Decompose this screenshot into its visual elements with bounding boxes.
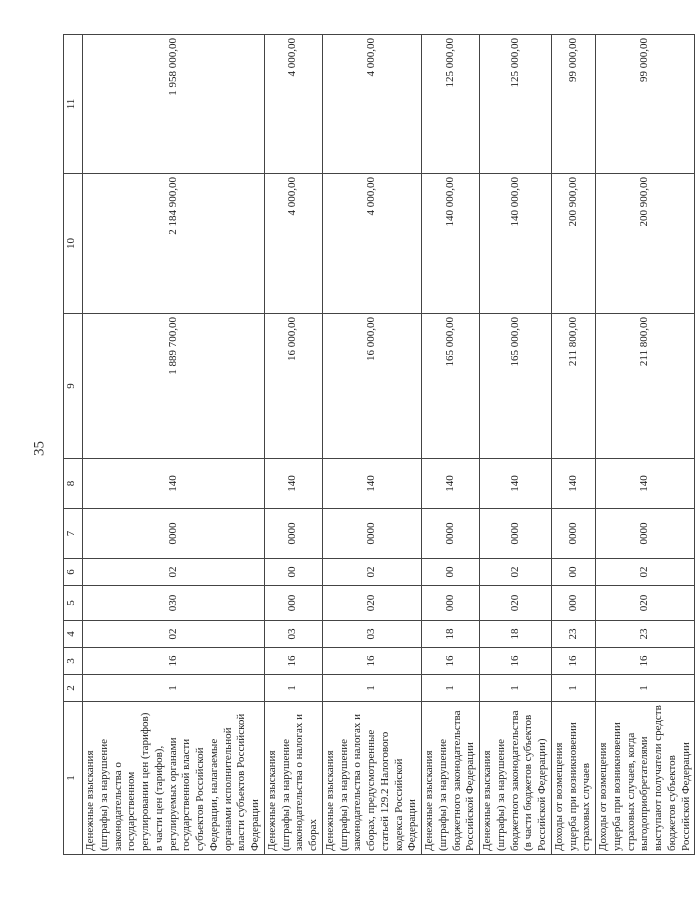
row-name: Доходы от возмещения ущерба при возникновении страховых случаев, когда выгодоприобретателями выступают получатели средств бюджетов субъектов Российской Федерации	[596, 702, 695, 855]
rotated-table-wrapper	[63, 35, 692, 855]
cell: 211 800,00	[551, 314, 595, 459]
table-row	[422, 35, 480, 855]
cell: 030	[83, 586, 265, 621]
cell: 020	[322, 586, 421, 621]
column-header: 2	[64, 675, 83, 702]
row-name: Денежные взыскания (штрафы) за нарушение законодательства о государственном регулировании цен (тарифов) в части цен (тарифов), регулируемых органами государственной власти субъектов Российской Федерации, налагаемые органами исполнительной власти субъектов Российской Федерации	[83, 702, 265, 855]
column-header: 9	[64, 314, 83, 459]
cell: 0000	[83, 509, 265, 559]
cell: 000	[551, 586, 595, 621]
cell: 0000	[480, 509, 552, 559]
cell: 16	[83, 648, 265, 675]
cell: 1	[480, 675, 552, 702]
cell: 020	[480, 586, 552, 621]
cell: 0000	[422, 509, 480, 559]
cell: 02	[83, 621, 265, 648]
table-row	[322, 35, 421, 855]
column-header: 5	[64, 586, 83, 621]
cell: 99 000,00	[596, 35, 695, 174]
cell: 4 000,00	[264, 35, 322, 174]
cell: 140	[422, 459, 480, 509]
cell: 16	[322, 648, 421, 675]
cell: 4 000,00	[264, 174, 322, 314]
cell: 140 000,00	[480, 174, 552, 314]
cell: 16	[551, 648, 595, 675]
cell: 211 800,00	[596, 314, 695, 459]
cell: 18	[422, 621, 480, 648]
cell: 020	[596, 586, 695, 621]
cell: 1	[264, 675, 322, 702]
cell: 02	[480, 559, 552, 586]
cell: 0000	[551, 509, 595, 559]
cell: 1	[83, 675, 265, 702]
cell: 140	[596, 459, 695, 509]
table-row	[264, 35, 322, 855]
cell: 16	[264, 648, 322, 675]
cell: 02	[322, 559, 421, 586]
cell: 16 000,00	[264, 314, 322, 459]
page-number: 35	[31, 441, 48, 456]
cell: 125 000,00	[422, 35, 480, 174]
cell: 16 000,00	[322, 314, 421, 459]
cell: 165 000,00	[422, 314, 480, 459]
column-header: 8	[64, 459, 83, 509]
cell: 23	[551, 621, 595, 648]
column-header: 3	[64, 648, 83, 675]
cell: 4 000,00	[322, 174, 421, 314]
revenue-table	[63, 34, 695, 855]
cell: 165 000,00	[480, 314, 552, 459]
table-row	[480, 35, 552, 855]
cell: 1	[422, 675, 480, 702]
cell: 125 000,00	[480, 35, 552, 174]
cell: 0000	[322, 509, 421, 559]
cell: 00	[264, 559, 322, 586]
column-header: 11	[64, 35, 83, 174]
cell: 000	[264, 586, 322, 621]
cell: 0000	[264, 509, 322, 559]
cell: 16	[480, 648, 552, 675]
cell: 1	[596, 675, 695, 702]
cell: 140 000,00	[422, 174, 480, 314]
row-name: Денежные взыскания (штрафы) за нарушение бюджетного законодательства Российской Федерации	[422, 702, 480, 855]
cell: 0000	[596, 509, 695, 559]
column-header: 1	[64, 702, 83, 855]
column-header: 10	[64, 174, 83, 314]
table-row	[83, 35, 265, 855]
cell: 140	[551, 459, 595, 509]
cell: 1	[322, 675, 421, 702]
cell: 03	[322, 621, 421, 648]
table-row	[596, 35, 695, 855]
cell: 1 889 700,00	[83, 314, 265, 459]
cell: 02	[83, 559, 265, 586]
cell: 03	[264, 621, 322, 648]
cell: 1	[551, 675, 595, 702]
row-name: Денежные взыскания (штрафы) за нарушение законодательства о налогах и сборах	[264, 702, 322, 855]
cell: 18	[480, 621, 552, 648]
column-header: 6	[64, 559, 83, 586]
cell: 140	[322, 459, 421, 509]
column-header: 4	[64, 621, 83, 648]
column-header: 7	[64, 509, 83, 559]
cell: 4 000,00	[322, 35, 421, 174]
cell: 140	[480, 459, 552, 509]
cell: 00	[551, 559, 595, 586]
row-name: Денежные взыскания (штрафы) за нарушение законодательства о налогах и сборах, предусмотренные статьей 129.2 Налогового кодекса Российской Федерации	[322, 702, 421, 855]
cell: 140	[83, 459, 265, 509]
table-row	[551, 35, 595, 855]
cell: 99 000,00	[551, 35, 595, 174]
cell: 200 900,00	[596, 174, 695, 314]
cell: 200 900,00	[551, 174, 595, 314]
cell: 16	[596, 648, 695, 675]
cell: 2 184 900,00	[83, 174, 265, 314]
cell: 140	[264, 459, 322, 509]
row-name: Доходы от возмещения ущерба при возникновении страховых случаев	[551, 702, 595, 855]
cell: 1 958 000,00	[83, 35, 265, 174]
cell: 000	[422, 586, 480, 621]
header-row	[64, 35, 83, 855]
row-name: Денежные взыскания (штрафы) за нарушение бюджетного законодательства (в части бюджетов субъектов Российской Федерации)	[480, 702, 552, 855]
cell: 23	[596, 621, 695, 648]
cell: 02	[596, 559, 695, 586]
cell: 16	[422, 648, 480, 675]
cell: 00	[422, 559, 480, 586]
